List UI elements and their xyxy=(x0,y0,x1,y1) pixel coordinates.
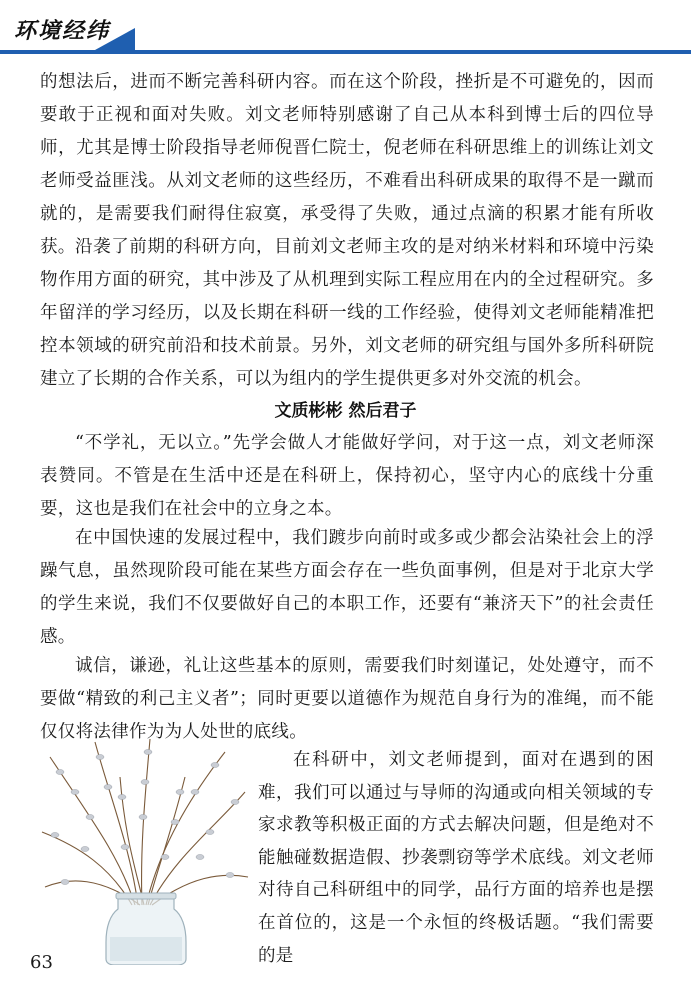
side-paragraph: 在科研中，刘文老师提到，面对在遇到的困难，我们可以通过与导师的沟通或向相关领域的专家求教等积极正面的方式去解决问题，但是绝对不能触碰数据造假、抄袭剽窃等学术底线。刘文老师对待自己科研组中的同学，品行方面的培养也是摆在首位的，这是一个永恒的终极话题。“我们需要的是 xyxy=(258,750,654,966)
magazine-title: 环境经纬 xyxy=(14,19,111,44)
body-paragraph-2: 沿袭了前期的科研方向，目前刘文老师主攻的是对纳米材料和环境中污染物作用方面的研究，其中涉及了从机理到实际工程应用在内的全过程研究。多年留洋的学习经历，以及长期在科研一线的工作经验，使得刘文老师能精准把控本领域的研究前沿和技术前景。另外，刘文老师的研究组与国外多所科研院建立了长期的合作关系，可以为组内的学生提供更多对外交流的机会。 xyxy=(40,237,654,389)
page-header xyxy=(0,0,691,62)
section-paragraph-3: 诚信，谦逊，礼让这些基本的原则，需要我们时刻谨记，处处遵守，而不要做“精致的利己主义者”；同时更要以道德作为规范自身行为的准绳，而不能仅仅将法律作为为人处世的底线。 xyxy=(40,656,654,742)
page-number: 63 xyxy=(30,952,53,973)
pussy-willow-vase-illustration xyxy=(40,737,252,965)
section-paragraph-2: 在中国快速的发展过程中，我们踱步向前时或多或少都会沾染社会上的浮躁气息，虽然现阶段可能在某些方面会存在一些负面事例，但是对于北京大学的学生来说，我们不仅要做好自己的本职工作，还要有“兼济天下”的社会责任感。 xyxy=(40,528,654,647)
header-rule xyxy=(0,50,691,54)
section-heading: 文质彬彬 然后君子 xyxy=(274,401,417,421)
section-paragraph-1: “不学礼，无以立。”先学会做人才能做好学问，对于这一点，刘文老师深表赞同。不管是在生活中还是在科研上，保持初心，坚守内心的底线十分重要，这也是我们在社会中的立身之本。 xyxy=(40,433,654,519)
body-paragraph-1: 的想法后，进而不断完善科研内容。而在这个阶段，挫折是不可避免的，因而要敢于正视和面对失败。刘文老师特别感谢了自己从本科到博士后的四位导师，尤其是博士阶段指导老师倪晋仁院士，倪老师在科研思维上的训练让刘文老师受益匪浅。从刘文老师的这些经历，不难看出科研成果的取得不是一蹴而就的，是需要我们耐得住寂寞，承受得了失败，通过点滴的积累才能有所收获。 xyxy=(40,72,654,257)
